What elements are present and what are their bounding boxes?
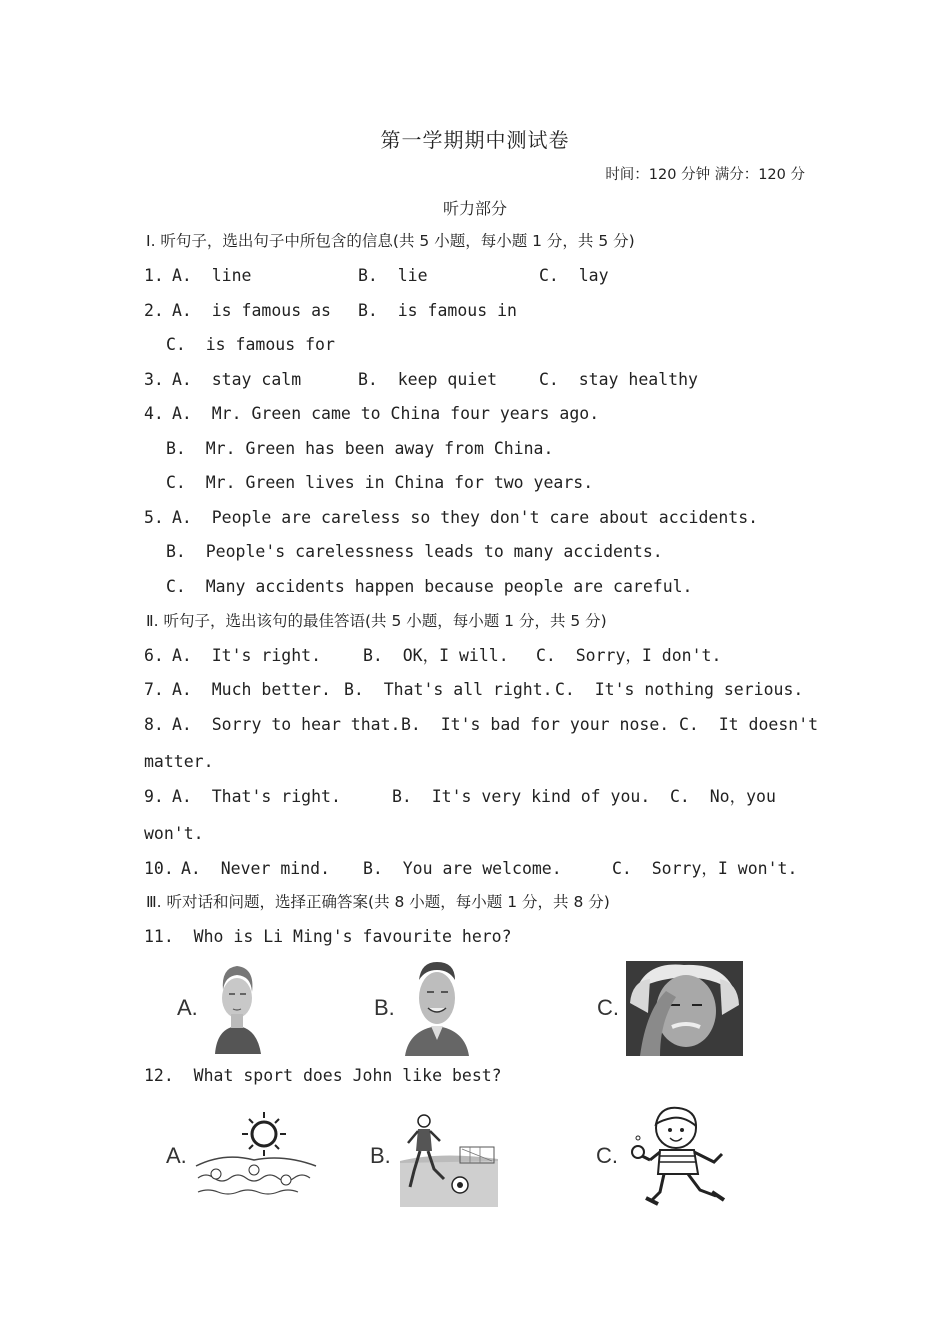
q9-option-a: A. That's right.	[172, 787, 341, 806]
exam-meta: 时间：120 分钟 满分：120 分	[605, 167, 805, 183]
q4-number: 4.	[144, 404, 164, 423]
q9-option-b: B. It's very kind of you.	[392, 787, 651, 806]
q2-option-a: A. is famous as	[172, 301, 331, 320]
q5-option-b: B. People's carelessness leads to many accidents.	[166, 542, 663, 561]
q1-option-c: C. lay	[539, 266, 609, 285]
portrait-old-man-icon	[403, 960, 471, 1056]
q6-option-a: A. It's right.	[172, 646, 322, 665]
q3-number: 3.	[144, 370, 164, 389]
q6-number: 6.	[144, 646, 164, 665]
section-3-heading: Ⅲ. 听对话和问题，选择正确答案(共 8 小题，每小题 1 分，共 8 分)	[146, 893, 610, 911]
q5-option-c: C. Many accidents happen because people are careful.	[166, 577, 693, 596]
q11-label-c: C.	[597, 995, 619, 1020]
q2-option-c: C. is famous for	[166, 335, 335, 354]
q10-option-a: A. Never mind.	[181, 859, 331, 878]
q8-option-b: B. It's bad for your nose.	[401, 715, 670, 734]
q8-option-a: A. Sorry to hear that.	[172, 715, 401, 734]
portrait-einstein-icon	[626, 961, 743, 1056]
q4-option-c: C. Mr. Green lives in China for two years.	[166, 473, 594, 492]
q7-option-a: A. Much better.	[172, 680, 331, 699]
q8-number: 8.	[144, 715, 164, 734]
q7-number: 7.	[144, 680, 164, 699]
swimming-icon	[194, 1106, 318, 1196]
q9-number: 9.	[144, 787, 164, 806]
football-icon	[400, 1113, 498, 1207]
q2-number: 2.	[144, 301, 164, 320]
section-title: 听力部分	[442, 199, 507, 218]
section-2-heading: Ⅱ. 听句子，选出该句的最佳答语(共 5 小题，每小题 1 分，共 5 分)	[146, 612, 607, 630]
q7-option-b: B. That's all right.	[344, 680, 553, 699]
page-title: 第一学期期中测试卷	[380, 128, 570, 152]
q1-number: 1.	[144, 266, 164, 285]
q4-option-a: A. Mr. Green came to China four years ago.	[172, 404, 600, 423]
q1-option-a: A. line	[172, 266, 252, 285]
q8-option-c-cont: matter.	[144, 752, 214, 771]
q2-option-b: B. is famous in	[358, 301, 517, 320]
q10-option-b: B. You are welcome.	[363, 859, 562, 878]
q11-label-b: B.	[374, 995, 395, 1020]
q4-option-b: B. Mr. Green has been away from China.	[166, 439, 554, 458]
q9-option-c-cont: won't.	[144, 824, 204, 843]
q5-option-a: A. People are careless so they don't care about accidents.	[172, 508, 759, 527]
q7-option-c: C. It's nothing serious.	[555, 680, 804, 699]
q6-option-b: B. OK，I will.	[363, 646, 509, 665]
q12-label-a: A.	[166, 1143, 187, 1168]
q3-option-a: A. stay calm	[172, 370, 302, 389]
q10-option-c: C. Sorry，I won't.	[612, 859, 798, 878]
q12-label-b: B.	[370, 1143, 391, 1168]
q3-option-c: C. stay healthy	[539, 370, 698, 389]
q5-number: 5.	[144, 508, 164, 527]
q11-question: 11. Who is Li Ming's favourite hero?	[144, 927, 512, 946]
q12-question: 12. What sport does John like best?	[144, 1066, 502, 1085]
q12-label-c: C.	[596, 1143, 618, 1168]
q9-option-c: C. No，you	[670, 787, 776, 806]
section-1-heading: Ⅰ. 听句子，选出句子中所包含的信息(共 5 小题，每小题 1 分，共 5 分)	[146, 232, 635, 250]
q11-label-a: A.	[177, 995, 198, 1020]
table-tennis-icon	[624, 1104, 730, 1208]
q1-option-b: B. lie	[358, 266, 428, 285]
q6-option-c: C. Sorry，I don't.	[536, 646, 722, 665]
portrait-woman-icon	[205, 962, 269, 1054]
q10-number: 10.	[144, 859, 174, 878]
q8-option-c: C. It doesn't	[679, 715, 819, 734]
q3-option-b: B. keep quiet	[358, 370, 498, 389]
